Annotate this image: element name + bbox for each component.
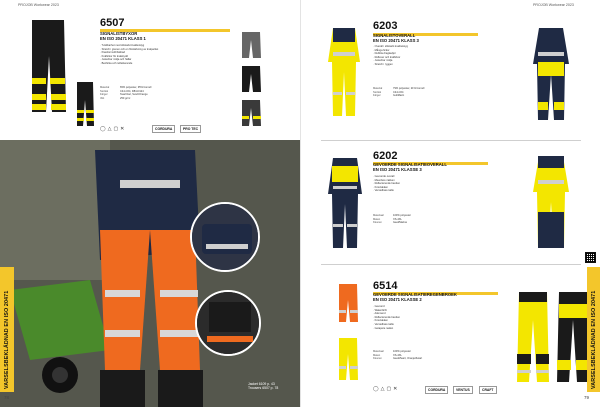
- spec-key: Färger: [100, 93, 108, 97]
- spec-key: Maten: [373, 217, 381, 221]
- spec-value: XS-4XL: [393, 353, 402, 357]
- feature-item: · Många fickor: [373, 49, 483, 53]
- spec-value: 65% polyester, 35% bomull: [120, 86, 152, 89]
- cordura-logo: CORDURA: [425, 386, 448, 394]
- left-page-number: 78: [4, 395, 10, 400]
- protec-logo: PRO TEC: [180, 125, 201, 133]
- feature-item: · Reflecterende banden: [373, 182, 488, 186]
- spec-key: Material: [373, 87, 383, 90]
- product-title-line2: EN ISO 20471 KLASSE 3: [373, 167, 422, 173]
- photo-caption: [248, 382, 278, 390]
- spec-key: Färger: [373, 94, 381, 98]
- detail-circle-2: [195, 290, 261, 356]
- spec-table-6202: [373, 214, 488, 225]
- feature-item: · Tvättbarhet med slitstarkt kvalitetstyg: [100, 44, 230, 48]
- product-title-line2: EN ISO 20471 KLASSE 2: [373, 297, 422, 303]
- product-title-6202: [373, 162, 447, 172]
- coverall-6203-back-image: [529, 22, 573, 122]
- spec-key: Materiaal: [373, 350, 384, 353]
- spec-key: Kleuren: [373, 221, 382, 225]
- product-number-6507: 6507: [100, 17, 125, 29]
- right-section-tab: [587, 267, 600, 392]
- spec-row: [100, 97, 230, 101]
- product-title-line2: EN ISO 20471 KLASS 3: [373, 38, 419, 44]
- product-title-line2: EN ISO 20471 KLASS 1: [100, 36, 146, 42]
- feature-item: · Overall i slitstarkt kvalitetstyg: [373, 45, 483, 49]
- spec-key: Storlek: [100, 89, 109, 93]
- caption-line-2: Trousers 6507 p. 78: [248, 386, 279, 391]
- coverall-6202-back-image: [529, 150, 573, 250]
- ventus-logo: VENTUS: [453, 386, 473, 394]
- feature-item: · Kniezakken: [373, 186, 488, 190]
- feature-item: · Reflexer och knäfickor: [373, 56, 483, 60]
- feature-item: · Reflecterende banden: [373, 316, 498, 320]
- feature-item: · Verstelbare taille: [373, 323, 498, 327]
- rain-trousers-6514-yellow-front-image: [513, 290, 553, 385]
- trousers-6507-front-image: [22, 16, 77, 116]
- right-section-title: VARSELSBEKLÄDNAD EN ISO 20471: [591, 290, 597, 389]
- lifestyle-photo: [0, 140, 300, 407]
- spec-key: Materiaal: [373, 214, 384, 217]
- product-number-6202: 6202: [373, 150, 398, 162]
- feature-list-6203: [373, 45, 483, 67]
- feature-item: · Justerbar midja: [373, 59, 483, 63]
- care-symbols-icon: ◯△▢✕: [100, 126, 127, 132]
- rain-trousers-6514-orange-image: [335, 282, 361, 382]
- spec-value: 250 g/m²: [120, 96, 131, 100]
- feature-item: · Verstelbare taille: [373, 189, 488, 193]
- section-divider: [321, 140, 581, 141]
- spec-value: Geel/Zwart, Oranje/Zwart: [393, 357, 423, 361]
- feature-item: · Gevoerde overall: [373, 175, 488, 179]
- trousers-6507-back-image: [74, 80, 96, 128]
- product-title-6514: [373, 292, 457, 302]
- product-number-6203: 6203: [373, 20, 398, 32]
- feature-list-6514: [373, 305, 498, 330]
- feature-item: · Meerdere zakken: [373, 179, 488, 183]
- section-divider: [321, 264, 581, 265]
- spec-value: Gul/Marin: [393, 94, 405, 98]
- right-page: [300, 0, 600, 407]
- product-title-6507: [100, 31, 146, 41]
- feature-item: · Waterdicht: [373, 309, 498, 313]
- spec-row: [373, 221, 488, 225]
- spec-value: Geel/Marine: [393, 221, 408, 225]
- coverall-6203-front-image: [325, 22, 363, 118]
- spec-value: 100% polyester: [393, 214, 411, 217]
- spec-key: Storlek: [373, 90, 382, 94]
- coverall-6202-front-image: [325, 152, 365, 252]
- feature-item: · Ademend: [373, 312, 498, 316]
- spec-key: Material: [100, 86, 110, 89]
- worker-illustration: [0, 140, 300, 407]
- product-title-line1: SIGNALISTOVERALL: [373, 33, 416, 38]
- spec-key: Vikt: [100, 96, 105, 100]
- spec-table-6514: [373, 350, 498, 361]
- detail-circle-1: [190, 202, 260, 272]
- feature-item: · Stretch i grenen och en förstärkning av knäpartiet: [100, 48, 230, 52]
- care-symbols-icon: ◯△▢✕: [373, 386, 400, 392]
- feature-list-6202: [373, 175, 488, 193]
- product-title-line1: SIGNALISTBYXOR: [100, 31, 138, 36]
- spec-key: Maten: [373, 353, 381, 357]
- left-section-tab: [0, 267, 14, 392]
- feature-list-6507: [100, 44, 230, 66]
- spec-row: [373, 357, 498, 361]
- feature-item: · Stretch i ryggen: [373, 63, 483, 67]
- spec-value: XS-4XL: [393, 217, 402, 221]
- spec-value: 79% polyester, 21% bomull: [393, 87, 425, 90]
- spec-value: Svart/Gul, Svart/Orange: [120, 93, 148, 97]
- feature-item: · Benficka och reflekterande: [100, 62, 230, 66]
- spec-table-6203: [373, 87, 483, 98]
- right-page-number: 79: [584, 395, 590, 400]
- feature-item: · Kniezakken: [373, 319, 498, 323]
- qr-code-icon[interactable]: [585, 252, 596, 263]
- spec-table-6507: [100, 86, 230, 100]
- product-title-line1: GEVOERDE SIGNALISATIEOVERALL: [373, 162, 447, 167]
- spec-row: [373, 94, 483, 98]
- feature-item: · Knäfickor för knäskydd: [100, 55, 230, 59]
- product-title-6203: [373, 33, 419, 43]
- feature-item: · Justerbar midja och hällar: [100, 58, 230, 62]
- product-title-line1: GEVOERDE SIGNALISATIEREGENBROEK: [373, 292, 457, 297]
- craft-logo: CRAFT: [479, 386, 497, 394]
- cordura-logo: CORDURA: [152, 125, 175, 133]
- spec-key: Kleuren: [373, 357, 382, 361]
- spec-value: C44-C64, D84-D124: [120, 89, 144, 93]
- left-header: PROJOB Workwear 2023: [18, 3, 59, 7]
- left-section-title: VARSELSBEKLÄDNAD EN ISO 20471: [4, 290, 10, 389]
- caption-line-1: Jacket 6109 p. 43: [248, 382, 275, 386]
- feature-item: · Gevoerd: [373, 305, 498, 309]
- feature-item: · Getapete naden: [373, 327, 498, 331]
- spec-value: C44-C64: [393, 90, 404, 94]
- color-variants-image: [238, 30, 264, 130]
- feature-item: · Passformsförbättrad: [100, 51, 230, 55]
- spec-value: 100% polyester: [393, 350, 411, 353]
- right-header: PROJOB Workwear 2023: [533, 3, 574, 7]
- product-number-6514: 6514: [373, 280, 398, 292]
- feature-item: · Dubbla dragkedjor: [373, 52, 483, 56]
